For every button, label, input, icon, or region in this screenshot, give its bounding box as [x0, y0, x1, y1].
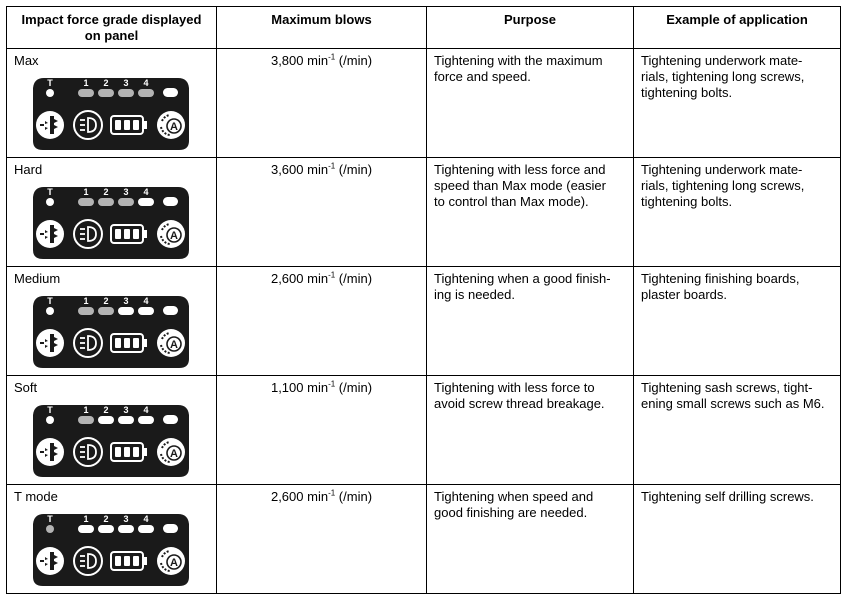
- panel-label-3: 3: [123, 405, 129, 415]
- example-cell: [634, 485, 841, 594]
- panel-label-4: 4: [143, 514, 149, 524]
- led-1-lit: [78, 416, 94, 424]
- header-row: [7, 7, 841, 49]
- purpose-line: Tightening when speed and: [434, 489, 594, 504]
- auto-led: [163, 306, 178, 315]
- header-example: Example of application: [634, 7, 841, 49]
- grade-name: T mode: [14, 489, 58, 504]
- blows-exponent: -1: [328, 488, 336, 498]
- panel-label-1: 1: [83, 514, 89, 524]
- grade-cell: [7, 485, 217, 594]
- led-3-lit: [118, 198, 134, 206]
- purpose-cell: [427, 49, 634, 158]
- led-3-off: [118, 307, 134, 315]
- led-4-off: [138, 307, 154, 315]
- panel-label-1: 1: [83, 187, 89, 197]
- led-2-off: [98, 416, 114, 424]
- header-grade-line: Impact force grade displayed: [21, 12, 202, 27]
- purpose-line: Tightening when a good finish-: [434, 271, 611, 286]
- example-line: tightening bolts.: [641, 194, 733, 209]
- panel-label-2: 2: [103, 187, 109, 197]
- auto-led: [163, 88, 178, 97]
- example-line: Tightening sash screws, tight-: [641, 380, 813, 395]
- purpose-cell: [427, 158, 634, 267]
- control-panel-icon: [30, 293, 192, 371]
- purpose-line: to control than Max mode).: [434, 194, 589, 209]
- led-2-lit: [98, 307, 114, 315]
- blows-value: 2,600 min: [270, 489, 329, 504]
- blows-unit: (/min): [335, 53, 373, 68]
- auto-led: [163, 524, 178, 533]
- panel-label-t: T: [47, 405, 53, 415]
- panel-label-t: T: [47, 514, 53, 524]
- panel-label-1: 1: [83, 405, 89, 415]
- purpose-line: force and speed.: [434, 69, 531, 84]
- panel-label-4: 4: [143, 296, 149, 306]
- example-cell: [634, 158, 841, 267]
- led-t-off: [46, 89, 54, 97]
- impact-force-table: [6, 6, 841, 594]
- panel-label-4: 4: [143, 187, 149, 197]
- auto-led: [163, 415, 178, 424]
- blows-unit: (/min): [335, 489, 373, 504]
- blows-value: 3,800 min: [270, 53, 329, 68]
- example-cell: [634, 267, 841, 376]
- table-row: [7, 376, 841, 485]
- table-row: [7, 485, 841, 594]
- purpose-line: speed than Max mode (easier: [434, 178, 606, 193]
- purpose-cell: [427, 267, 634, 376]
- example-line: Tightening self drilling screws.: [641, 489, 814, 504]
- panel-label-t: T: [47, 296, 53, 306]
- panel-label-4: 4: [143, 405, 149, 415]
- purpose-line: Tightening with the maximum: [434, 53, 603, 68]
- impact-force-table-container: [6, 6, 841, 594]
- panel-label-4: 4: [143, 78, 149, 88]
- example-line: ening small screws such as M6.: [641, 396, 825, 411]
- purpose-line: good finishing are needed.: [434, 505, 588, 520]
- blows-value: 2,600 min: [270, 271, 329, 286]
- purpose-line: Tightening with less force to: [434, 380, 595, 395]
- header-blows: Maximum blows: [217, 7, 427, 49]
- panel-label-3: 3: [123, 514, 129, 524]
- grade-cell: [7, 376, 217, 485]
- grade-cell: [7, 267, 217, 376]
- blows-exponent: -1: [328, 161, 336, 171]
- panel-label-3: 3: [123, 78, 129, 88]
- purpose-line: ing is needed.: [434, 287, 515, 302]
- led-3-lit: [118, 89, 134, 97]
- led-t-off: [46, 307, 54, 315]
- panel-label-t: T: [47, 187, 53, 197]
- table-row: [7, 158, 841, 267]
- blows-unit: (/min): [335, 162, 373, 177]
- led-4-off: [138, 525, 154, 533]
- led-1-lit: [78, 89, 94, 97]
- auto-mode-label: A: [170, 339, 178, 351]
- led-3-off: [118, 525, 134, 533]
- example-cell: [634, 376, 841, 485]
- header-grade: [7, 7, 217, 49]
- max-blows-cell: [217, 376, 427, 485]
- example-line: Tightening underwork mate-: [641, 53, 803, 68]
- auto-led: [163, 197, 178, 206]
- auto-mode-label: A: [170, 121, 178, 133]
- grade-name: Hard: [14, 162, 43, 177]
- blows-exponent: -1: [328, 52, 336, 62]
- grade-name: Medium: [14, 271, 61, 286]
- blows-exponent: -1: [328, 379, 336, 389]
- led-t-lit: [46, 525, 54, 533]
- led-2-off: [98, 525, 114, 533]
- led-2-lit: [98, 89, 114, 97]
- example-line: plaster boards.: [641, 287, 727, 302]
- panel-label-t: T: [47, 78, 53, 88]
- max-blows-cell: [217, 267, 427, 376]
- panel-label-3: 3: [123, 187, 129, 197]
- panel-label-1: 1: [83, 78, 89, 88]
- control-panel-icon: [30, 511, 192, 589]
- max-blows-cell: [217, 49, 427, 158]
- control-panel-icon: [30, 184, 192, 262]
- example-line: Tightening underwork mate-: [641, 162, 803, 177]
- auto-mode-label: A: [170, 557, 178, 569]
- control-panel-icon: [30, 75, 192, 153]
- example-line: rials, tightening long screws,: [641, 69, 805, 84]
- panel-label-1: 1: [83, 296, 89, 306]
- auto-mode-label: A: [170, 448, 178, 460]
- grade-cell: [7, 158, 217, 267]
- led-3-off: [118, 416, 134, 424]
- max-blows-cell: [217, 485, 427, 594]
- led-t-off: [46, 198, 54, 206]
- grade-name: Soft: [14, 380, 38, 395]
- header-purpose: Purpose: [427, 7, 634, 49]
- grade-cell: [7, 49, 217, 158]
- auto-mode-label: A: [170, 230, 178, 242]
- led-t-off: [46, 416, 54, 424]
- panel-label-2: 2: [103, 296, 109, 306]
- blows-value: 3,600 min: [270, 162, 329, 177]
- purpose-line: Tightening with less force and: [434, 162, 606, 177]
- led-4-off: [138, 416, 154, 424]
- blows-exponent: -1: [328, 270, 336, 280]
- table-row: [7, 267, 841, 376]
- panel-label-2: 2: [103, 405, 109, 415]
- panel-label-2: 2: [103, 514, 109, 524]
- max-blows-cell: [217, 158, 427, 267]
- purpose-cell: [427, 485, 634, 594]
- led-2-lit: [98, 198, 114, 206]
- led-1-lit: [78, 307, 94, 315]
- example-line: tightening bolts.: [641, 85, 733, 100]
- led-1-off: [78, 525, 94, 533]
- header-grade-line: on panel: [84, 28, 139, 43]
- led-4-off: [138, 198, 154, 206]
- blows-value: 1,100 min: [270, 380, 329, 395]
- led-4-lit: [138, 89, 154, 97]
- led-1-lit: [78, 198, 94, 206]
- example-line: rials, tightening long screws,: [641, 178, 805, 193]
- panel-label-3: 3: [123, 296, 129, 306]
- table-row: [7, 49, 841, 158]
- panel-label-2: 2: [103, 78, 109, 88]
- purpose-cell: [427, 376, 634, 485]
- example-cell: [634, 49, 841, 158]
- grade-name: Max: [14, 53, 39, 68]
- example-line: Tightening finishing boards,: [641, 271, 800, 286]
- purpose-line: avoid screw thread breakage.: [434, 396, 605, 411]
- blows-unit: (/min): [335, 380, 373, 395]
- control-panel-icon: [30, 402, 192, 480]
- blows-unit: (/min): [335, 271, 373, 286]
